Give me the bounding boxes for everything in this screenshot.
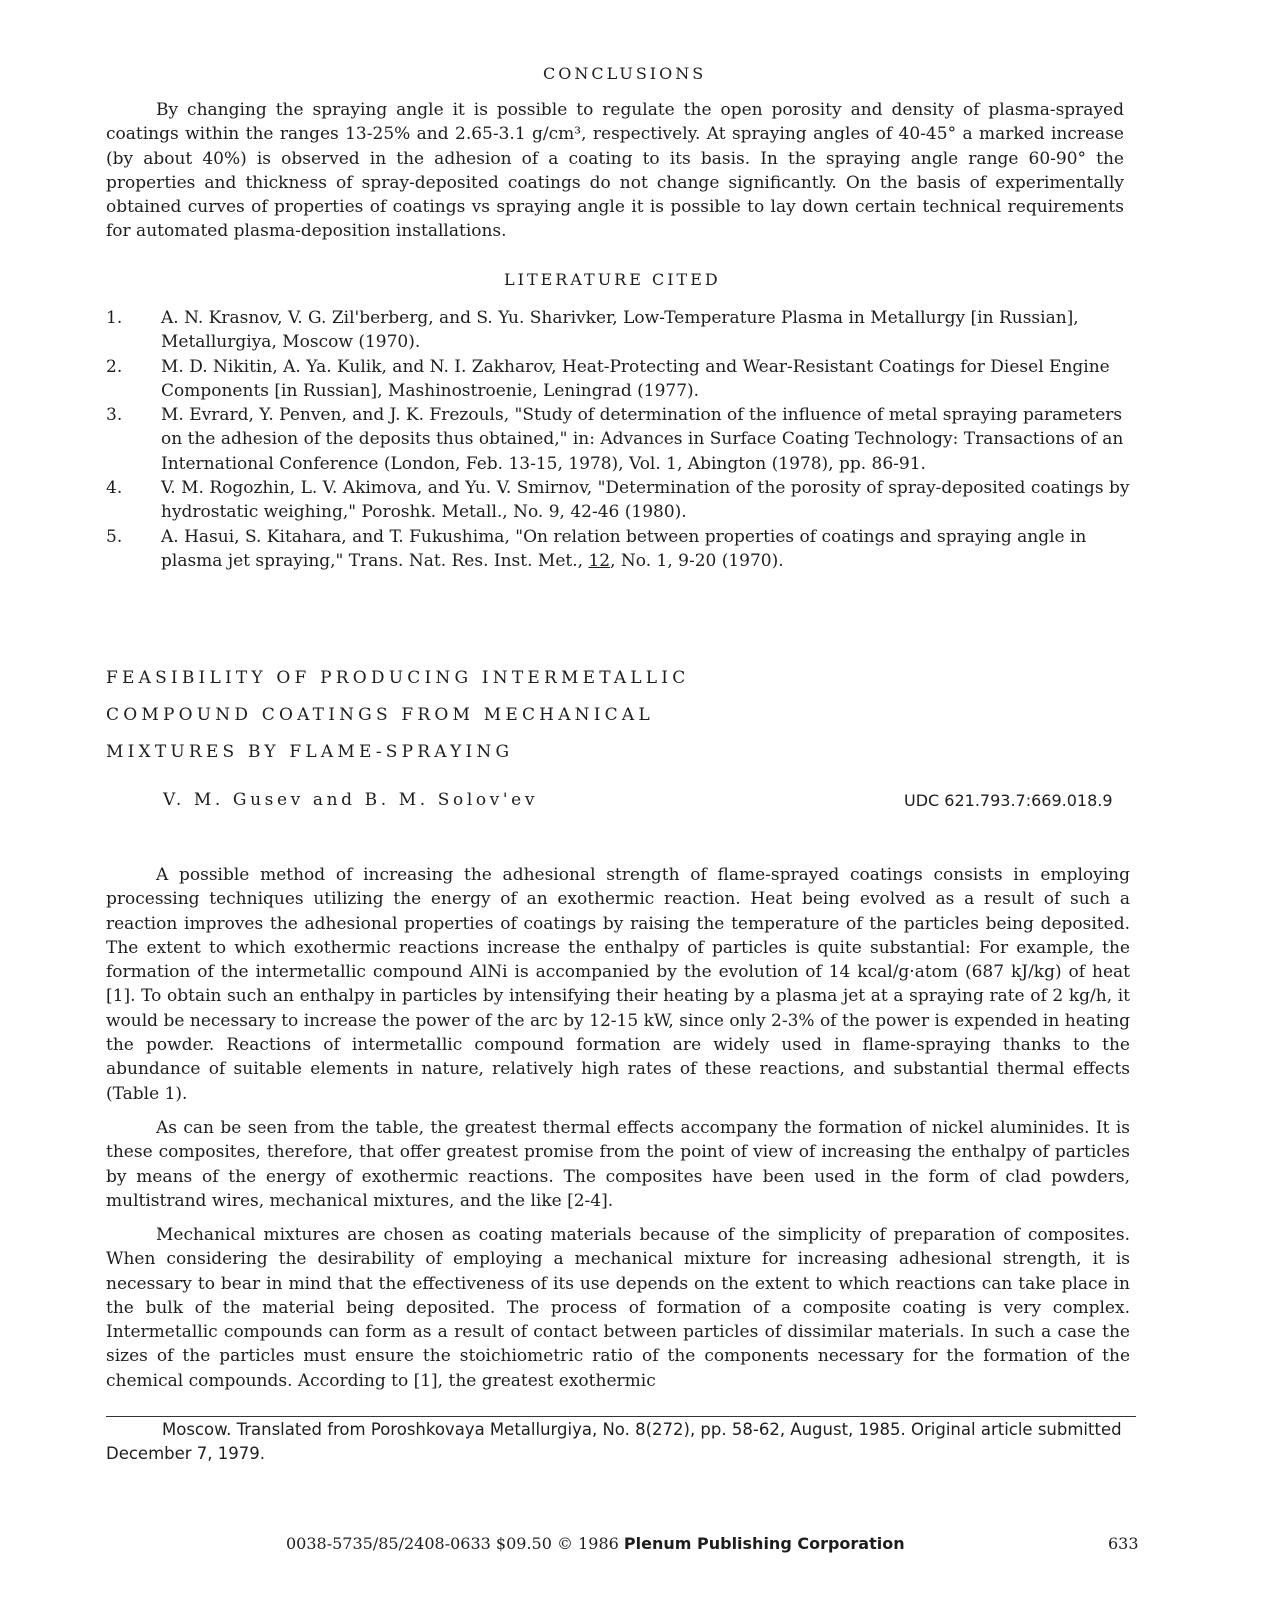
footer-copyright: © 1986	[557, 1534, 619, 1553]
reference-number: 4.	[106, 478, 123, 499]
reference-number: 2.	[106, 356, 123, 377]
article-authors: V. M. Gusev and B. M. Solov'ev	[163, 790, 539, 810]
footnote: Moscow. Translated from Poroshkovaya Metallurgiya, No. 8(272), pp. 58-62, August, 1985. Original article submitted December 7, 1979.	[106, 1420, 1122, 1463]
reference-text: M. Evrard, Y. Penven, and J. K. Frezouls, "Study of determination of the influence of metal spraying parameters on the adhesion of the deposits thus obtained," in: Advances in Surface Coating Technology: Transactions of an International Conference (London, Feb. 13-15, 1978), Vol. 1, Abington (1978), pp. 86-91.	[161, 405, 1124, 474]
reference-number: 3.	[106, 405, 123, 426]
udc-code: UDC 621.793.7:669.018.9	[904, 791, 1113, 810]
reference-text: M. D. Nikitin, A. Ya. Kulik, and N. I. Zakharov, Heat-Protecting and Wear-Resistant Coatings for Diesel Engine Components [in Russian], Mashinostroenie, Leningrad (1977).	[161, 356, 1110, 401]
reference-number: 1.	[106, 308, 123, 328]
article-title-line-1: FEASIBILITY OF PRODUCING INTERMETALLIC	[106, 668, 690, 688]
literature-cited-heading: LITERATURE CITED	[504, 270, 721, 289]
footer-publisher: Plenum Publishing Corporation	[623, 1534, 905, 1553]
reference-item	[106, 306, 1136, 355]
body-paragraph-3: Mechanical mixtures are chosen as coating materials because of the simplicity of preparation of composites. When considering the desirability of employing a mechanical mixture for increasing adhesional strength, it is necessary to bear in mind that the effectiveness of its use depends on the extent to which reactions can take place in the bulk of the material being deposited. The process of formation of a composite coating is very complex. Intermetallic compounds can form as a result of contact between particles of dissimilar materials. In such a case the sizes of the particles must ensure the stoichiometric ratio of the components necessary for the formation of the chemical compounds. According to [1], the greatest exothermic	[106, 1225, 1130, 1391]
page-number: 633	[1108, 1534, 1139, 1553]
reference-text: , No. 1, 9-20 (1970).	[610, 550, 784, 571]
conclusions-paragraph: By changing the spraying angle it is possible to regulate the open porosity and density of plasma-sprayed coatings within the ranges 13-25% and 2.65-3.1 g/cm³, respectively. At spraying angles of 40-45° a marked increase (by about 40%) is observed in the adhesion of a coating to its basis. In the spraying angle range 60-90° the properties and thickness of spray-deposited coatings do not change significantly. On the basis of experimentally obtained curves of properties of coatings vs spraying angle it is possible to lay down certain technical requirements for automated plasma-deposition installations.	[106, 100, 1124, 242]
reference-item	[106, 525, 1136, 574]
footer-code-text: 0038-5735/85/2408-0633 $09.50	[286, 1534, 552, 1553]
reference-volume: 12	[588, 550, 611, 571]
reference-text: A. Hasui, S. Kitahara, and T. Fukushima, "On relation between properties of coatings and spraying angle in plasma jet spraying," Trans. Nat. Res. Inst. Met.,	[161, 526, 1087, 571]
body-paragraph-1: A possible method of increasing the adhesional strength of flame-sprayed coatings consists in employing processing techniques utilizing the energy of an exothermic reaction. Heat being evolved as a result of such a reaction improves the adhesional properties of coatings by raising the temperature of the particles being deposited. The extent to which exothermic reactions increase the enthalpy of particles is quite substantial: For example, the formation of the intermetallic compound AlNi is accompanied by the evolution of 14 kcal/g·atom (687 kJ/kg) of heat [1]. To obtain such an enthalpy in particles by intensifying their heating by a plasma jet at a spraying rate of 2 kg/h, it would be necessary to increase the power of the arc by 12-15 kW, since only 2-3% of the power is expended in heating the powder. Reactions of intermetallic compound formation are widely used in flame-spraying thanks to the abundance of suitable elements in nature, relatively high rates of these reactions, and substantial thermal effects (Table 1).	[106, 865, 1130, 1104]
reference-text: V. M. Rogozhin, L. V. Akimova, and Yu. V. Smirnov, "Determination of the porosity of spray-deposited coatings by hydrostatic weighing," Poroshk. Metall., No. 9, 42-46 (1980).	[161, 478, 1130, 523]
article-title-line-3: MIXTURES BY FLAME-SPRAYING	[106, 742, 514, 762]
reference-item	[106, 476, 1136, 525]
footnote-rule	[106, 1416, 1136, 1417]
reference-item	[106, 355, 1136, 404]
footer-code	[286, 1534, 905, 1553]
article-title-line-2: COMPOUND COATINGS FROM MECHANICAL	[106, 705, 654, 725]
conclusions-heading: CONCLUSIONS	[543, 64, 707, 83]
reference-item	[106, 403, 1136, 476]
reference-number: 5.	[106, 526, 123, 547]
reference-text: A. N. Krasnov, V. G. Zil'berberg, and S. Yu. Sharivker, Low-Temperature Plasma in Metallurgy [in Russian], Metallurgiya, Moscow (1970).	[161, 308, 1079, 353]
reference-list	[106, 306, 1136, 573]
body-paragraph-2: As can be seen from the table, the greatest thermal effects accompany the formation of nickel aluminides. It is these composites, therefore, that offer greatest promise from the point of view of increasing the enthalpy of particles by means of the energy of exothermic reactions. The composites have been used in the form of clad powders, multistrand wires, mechanical mixtures, and the like [2-4].	[106, 1118, 1130, 1211]
